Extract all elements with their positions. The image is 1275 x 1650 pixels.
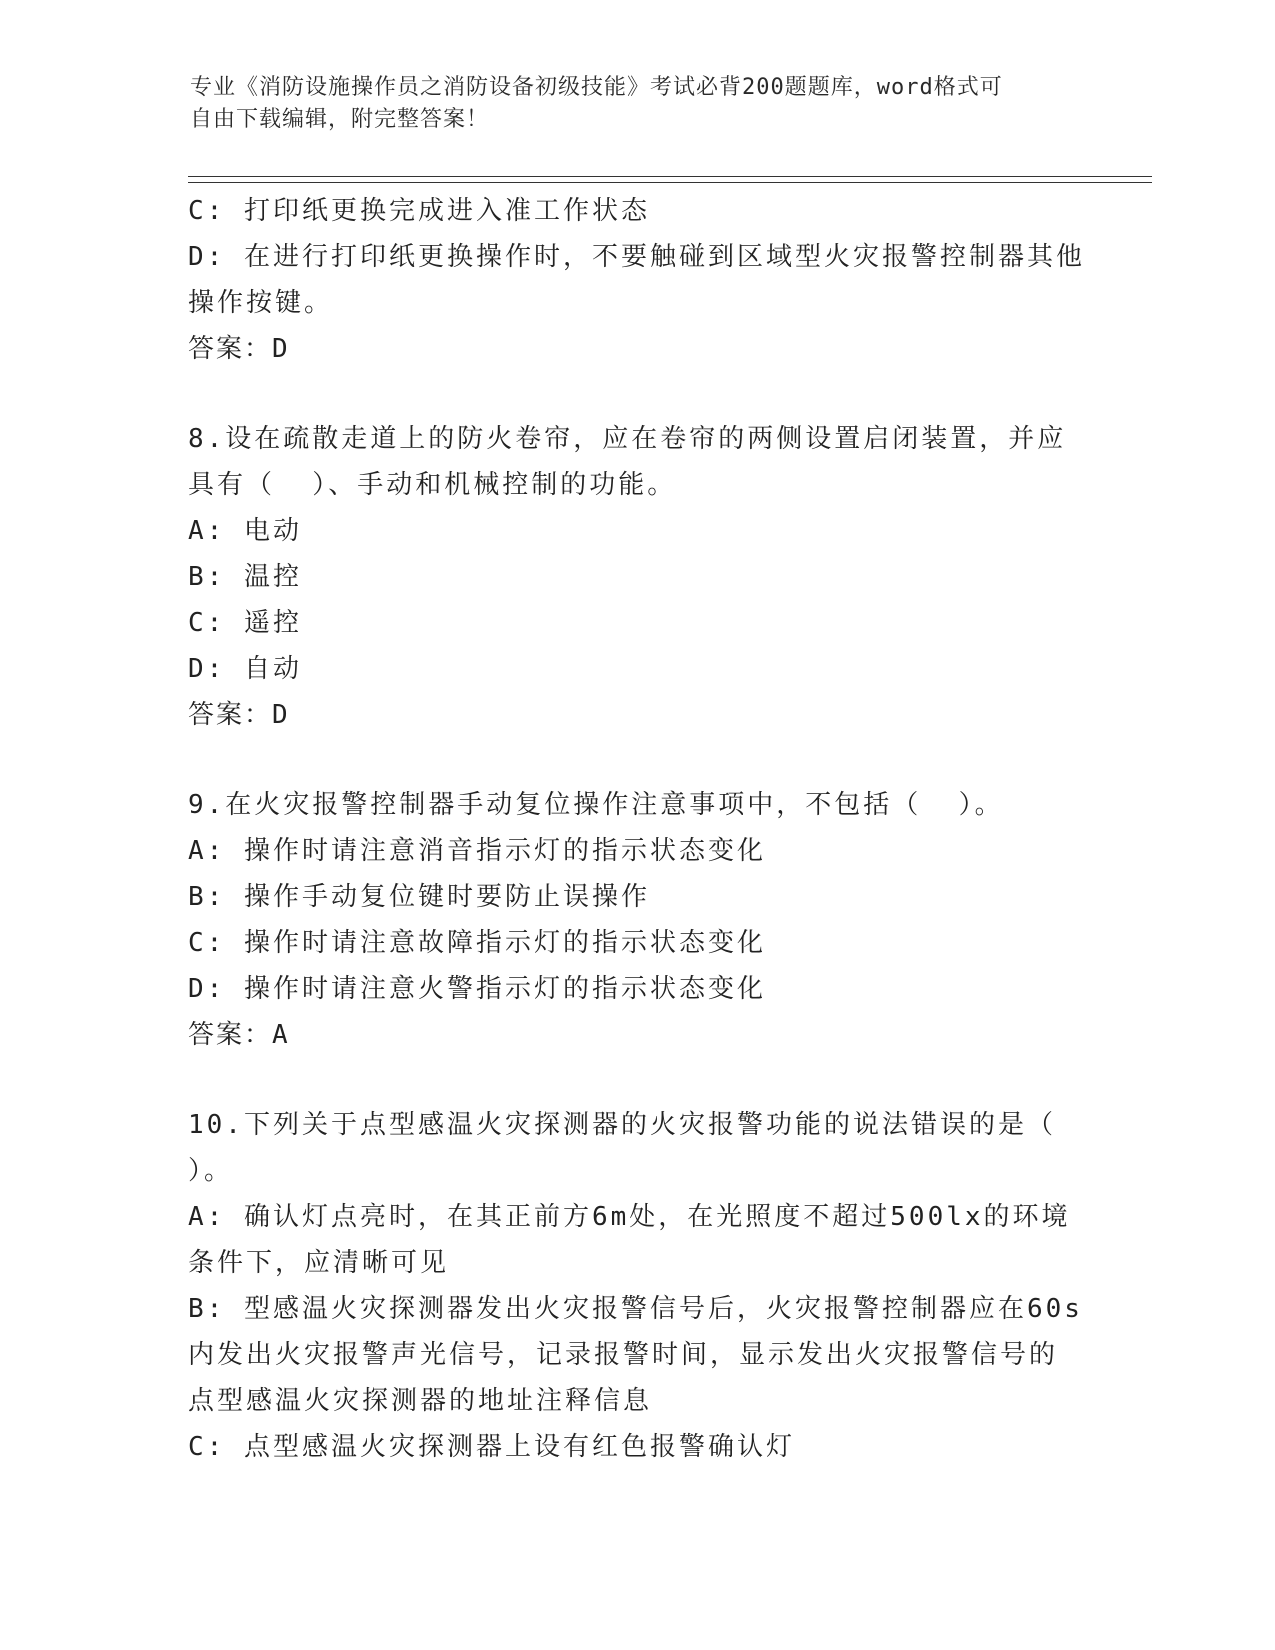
document-header [190, 72, 1090, 136]
option-d-continued: 操作按键。 [188, 288, 334, 318]
option-b: B: 操作手动复位键时要防止误操作 [188, 882, 650, 912]
header-divider-top [188, 176, 1152, 177]
spacer [188, 372, 1088, 416]
question-text: 10.下列关于点型感温火灾探测器的火灾报警功能的说法错误的是（ [188, 1110, 1056, 1140]
option-d: D: 操作时请注意火警指示灯的指示状态变化 [188, 974, 766, 1004]
option-a-continued: 条件下，应清晰可见 [188, 1248, 450, 1278]
question-text: 8.设在疏散走道上的防火卷帘，应在卷帘的两侧设置启闭装置，并应 [188, 424, 1067, 454]
header-divider-bottom [188, 182, 1152, 183]
option-c: C: 打印纸更换完成进入准工作状态 [188, 196, 650, 226]
question-text: 9.在火灾报警控制器手动复位操作注意事项中，不包括（ ）。 [188, 790, 1004, 820]
header-title-line-1: 专业《消防设施操作员之消防设备初级技能》考试必背200题题库，word格式可 [190, 75, 1003, 100]
spacer [188, 1058, 1088, 1102]
option-a: A: 电动 [188, 516, 302, 546]
option-b: B: 温控 [188, 562, 302, 592]
question-block-8 [188, 416, 1088, 738]
option-a: A: 操作时请注意消音指示灯的指示状态变化 [188, 836, 766, 866]
option-c: C: 遥控 [188, 608, 302, 638]
option-b-continued: 内发出火灾报警声光信号，记录报警时间，显示发出火灾报警信号的 [188, 1340, 1059, 1370]
option-c: C: 点型感温火灾探测器上设有红色报警确认灯 [188, 1432, 795, 1462]
question-block-7-continued [188, 188, 1088, 372]
question-block-9 [188, 782, 1088, 1058]
spacer [188, 738, 1088, 782]
option-c: C: 操作时请注意故障指示灯的指示状态变化 [188, 928, 766, 958]
option-d: D: 自动 [188, 654, 302, 684]
answer: 答案：D [188, 700, 290, 730]
answer: 答案：A [188, 1020, 290, 1050]
answer: 答案：D [188, 334, 290, 364]
question-text-continued: ）。 [188, 1156, 234, 1186]
option-b-continued: 点型感温火灾探测器的地址注释信息 [188, 1386, 653, 1416]
option-d: D: 在进行打印纸更换操作时，不要触碰到区域型火灾报警控制器其他 [188, 242, 1085, 272]
question-content [188, 188, 1088, 1470]
header-title-line-2: 自由下载编辑，附完整答案！ [190, 107, 490, 132]
option-a: A: 确认灯点亮时，在其正前方6m处，在光照度不超过500lx的环境 [188, 1202, 1071, 1232]
question-block-10 [188, 1102, 1088, 1470]
option-b: B: 型感温火灾探测器发出火灾报警信号后，火灾报警控制器应在60s [188, 1294, 1083, 1324]
question-text-continued: 具有（ ）、手动和机械控制的功能。 [188, 470, 677, 500]
